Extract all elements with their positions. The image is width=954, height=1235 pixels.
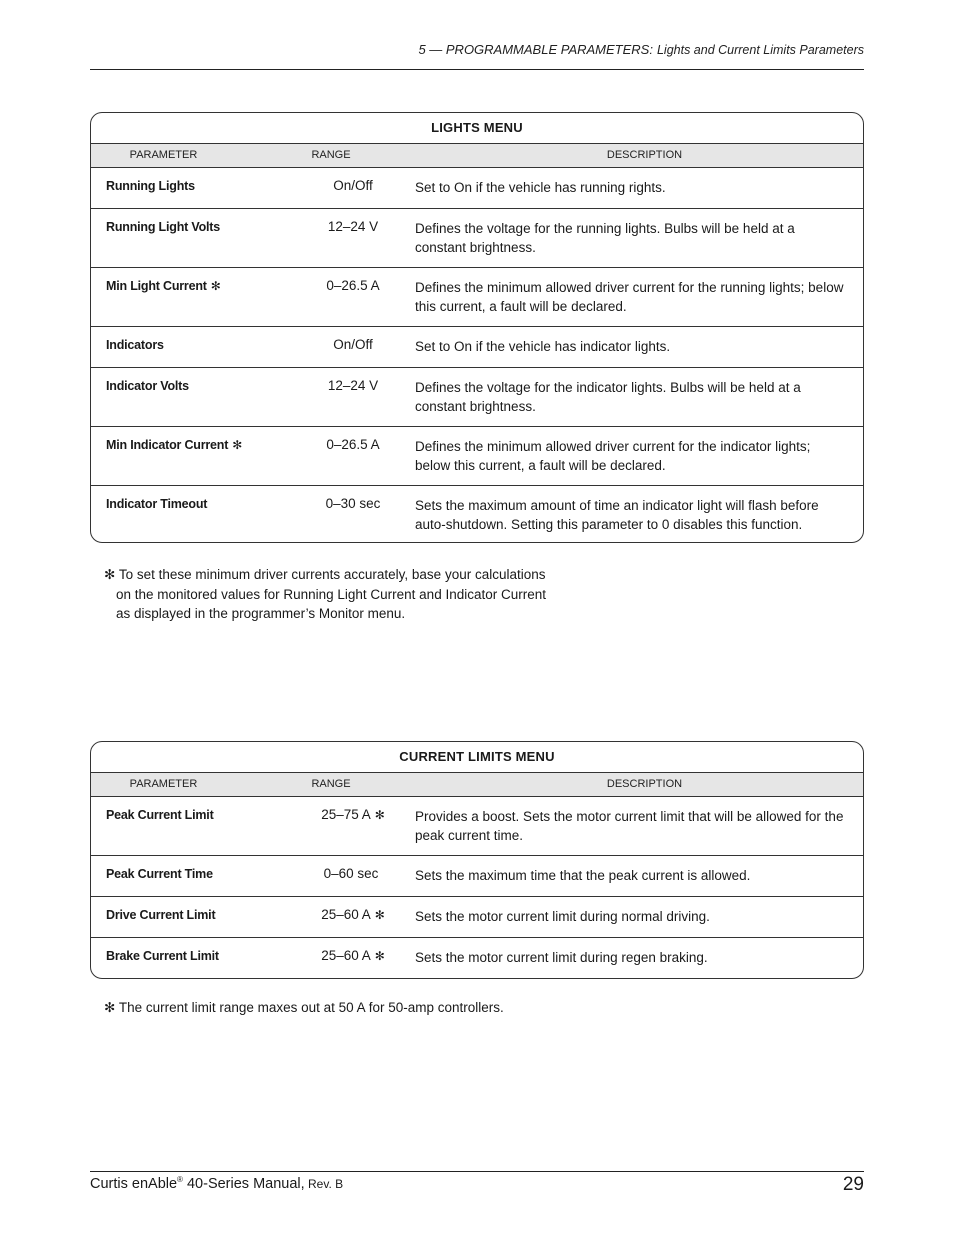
col-description: DESCRIPTION xyxy=(606,149,683,161)
table-row xyxy=(91,327,863,368)
parameter-range: 0–30 sec xyxy=(325,496,381,511)
lights-footnote xyxy=(104,565,546,624)
footnote-line: as displayed in the programmer’s Monitor menu. xyxy=(116,606,406,621)
table-row xyxy=(91,368,863,427)
lights-column-headers xyxy=(91,143,863,168)
footnote-line: ✻ To set these minimum driver currents accurately, base your calculations xyxy=(104,567,546,582)
parameter-description: Defines the voltage for the running lights. Bulbs will be held at a constant brightness. xyxy=(415,221,795,255)
parameter-name: Min Indicator Current ✻ xyxy=(106,438,243,452)
page-number: 29 xyxy=(842,1174,864,1195)
parameter-description: Set to On if the vehicle has running rights. xyxy=(415,180,666,195)
lights-menu-title: LIGHTS MENU xyxy=(431,120,523,135)
parameter-name: Min Light Current ✻ xyxy=(106,279,221,293)
parameter-range: 12–24 V xyxy=(327,378,379,393)
header-rule xyxy=(90,69,864,70)
parameter-range: 25–60 A ✻ xyxy=(321,948,385,963)
running-header xyxy=(90,42,864,57)
lights-menu-table xyxy=(90,112,864,543)
parameter-description: Sets the motor current limit during normal driving. xyxy=(415,909,710,924)
parameter-name: Running Lights xyxy=(106,179,195,193)
footer-rule xyxy=(90,1171,864,1172)
parameter-range: On/Off xyxy=(333,337,373,352)
col-range: RANGE xyxy=(311,778,351,790)
parameter-range: 12–24 V xyxy=(327,219,379,234)
col-range: RANGE xyxy=(311,149,351,161)
parameter-description: Defines the voltage for the indicator lights. Bulbs will be held at a constant brightness. xyxy=(415,380,801,414)
footer-manual-title: Curtis enAble® 40-Series Manual, Rev. B xyxy=(90,1175,344,1192)
parameter-name: Drive Current Limit xyxy=(106,908,216,922)
table-row xyxy=(91,897,863,938)
parameter-range: 25–60 A ✻ xyxy=(321,907,385,922)
parameter-name: Peak Current Time xyxy=(106,867,213,881)
current-footnote xyxy=(104,998,504,1018)
table-row xyxy=(91,268,863,327)
parameter-name: Running Light Volts xyxy=(106,220,220,234)
parameter-range: On/Off xyxy=(333,178,373,193)
parameter-name: Brake Current Limit xyxy=(106,949,219,963)
footnote-line: on the monitored values for Running Light Current and Indicator Current xyxy=(116,586,546,602)
parameter-range: 0–60 sec xyxy=(323,866,379,881)
parameter-range: 25–75 A ✻ xyxy=(321,807,385,822)
parameter-description: Defines the minimum allowed driver current for the running lights; below this current, a fault will be declared. xyxy=(415,280,844,314)
parameter-name: Indicators xyxy=(106,338,164,352)
table-row xyxy=(91,797,863,856)
table-row xyxy=(91,938,863,978)
col-parameter: PARAMETER xyxy=(129,149,198,161)
table-row xyxy=(91,427,863,486)
footnote-line: ✻ The current limit range maxes out at 50 A for 50-amp controllers. xyxy=(104,1000,504,1015)
current-column-headers xyxy=(91,772,863,797)
parameter-description: Defines the minimum allowed driver current for the indicator lights; below this current, a fault will be declared. xyxy=(415,439,811,473)
parameter-description: Set to On if the vehicle has indicator lights. xyxy=(415,339,671,354)
table-row xyxy=(91,486,863,542)
parameter-name: Indicator Volts xyxy=(106,379,189,393)
parameter-description: Sets the maximum time that the peak current is allowed. xyxy=(415,868,751,883)
table-row xyxy=(91,856,863,897)
parameter-description: Provides a boost. Sets the motor current limit that will be allowed for the peak current time. xyxy=(415,809,844,843)
chapter-title: 5 — PROGRAMMABLE PARAMETERS: xyxy=(418,42,653,57)
section-title: Lights and Current Limits Parameters xyxy=(656,43,864,57)
parameter-name: Peak Current Limit xyxy=(106,808,214,822)
parameter-range: 0–26.5 A xyxy=(326,278,380,293)
current-limits-menu-title: CURRENT LIMITS MENU xyxy=(399,749,555,764)
col-parameter: PARAMETER xyxy=(129,778,198,790)
parameter-description: Sets the maximum amount of time an indicator light will flash before auto-shutdown. Setting this parameter to 0 disables this function. xyxy=(415,498,819,532)
parameter-description: Sets the motor current limit during regen braking. xyxy=(415,950,708,965)
table-row xyxy=(91,168,863,209)
parameter-range: 0–26.5 A xyxy=(326,437,380,452)
current-limits-menu-table xyxy=(90,741,864,979)
parameter-name: Indicator Timeout xyxy=(106,497,208,511)
table-row xyxy=(91,209,863,268)
col-description: DESCRIPTION xyxy=(606,778,683,790)
